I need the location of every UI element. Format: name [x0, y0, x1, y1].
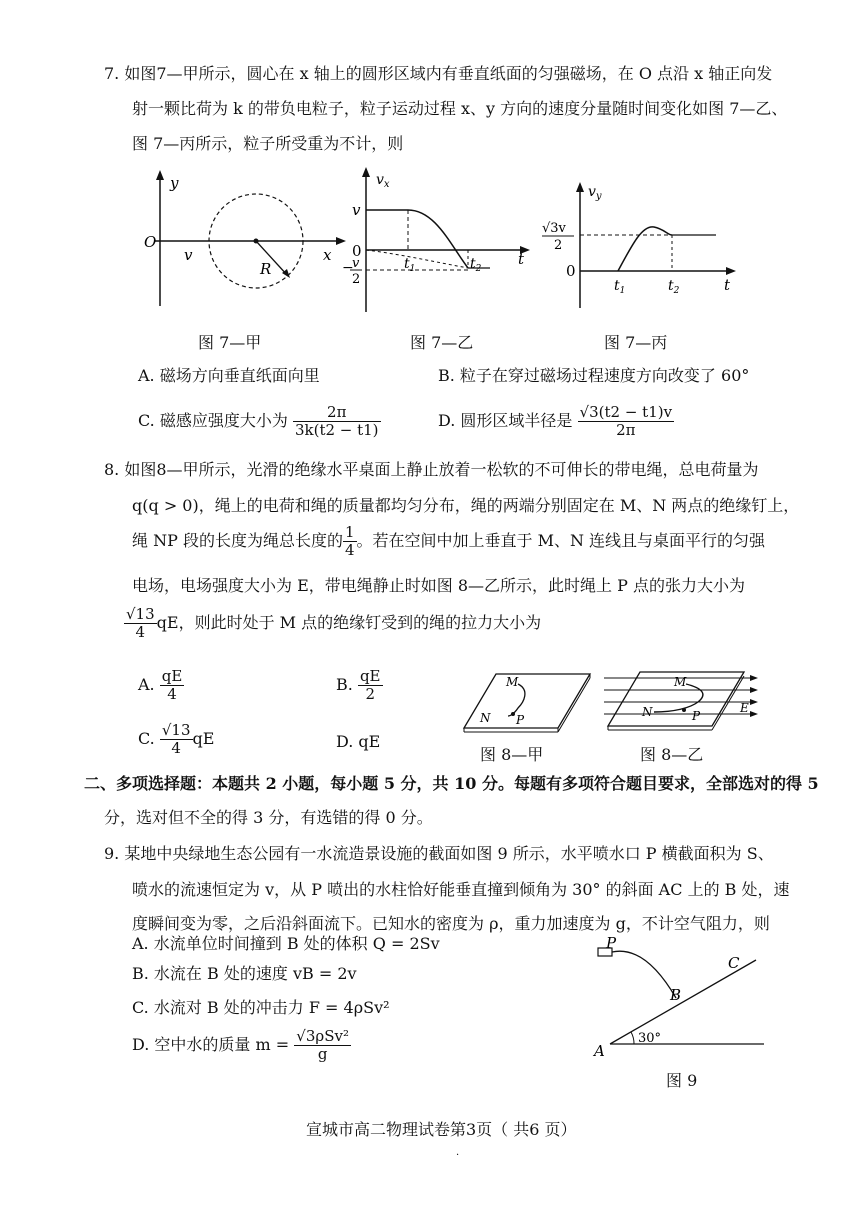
fig8jia-caption: 图 8—甲 [480, 745, 544, 764]
fig8yi-P: P [692, 709, 701, 723]
fig7yi-t: t [518, 250, 525, 268]
q7-optC: C. 磁感应强度大小为 $\frac{2\pi}{3k(t2 - t1)}$ [138, 403, 379, 439]
fig7bing-t2: $t_2$ [668, 278, 680, 296]
page-mark: · [456, 1150, 460, 1161]
q9-line2: 喷水的流速恒定为 v，从 P 喷出的水柱恰好能垂直撞到倾角为 30° 的斜面 AC 上的 B 处，速 [132, 880, 790, 899]
fig7yi-caption: 图 7—乙 [410, 333, 474, 352]
q9-optC: C. 水流对 B 处的冲击力 F = 4ρSv² [132, 998, 390, 1017]
fig7yi-t2: $t_2$ [470, 256, 482, 274]
figure-9 [592, 934, 772, 1064]
q8-optC: C. $\frac{√13}{4}$ qE [138, 721, 215, 757]
fig7yi-neg-den: 2 [352, 272, 361, 287]
fig8yi-E: E [740, 701, 749, 715]
q9-line3: 度瞬间变为零，之后沿斜面流下。已知水的密度为 ρ，重力加速度为 g，不计空气阻力，则 [132, 914, 770, 933]
fig7yi-t1: $t_1$ [404, 256, 416, 274]
fig9-caption: 图 9 [666, 1071, 698, 1090]
fig7jia-y: y [170, 174, 179, 192]
fig9-B: B [670, 986, 682, 1004]
q9-optA: A. 水流单位时间撞到 B 处的体积 Q = 2Sv [132, 934, 440, 953]
q8-line3: 绳 NP 段的长度为绳总长度的 $\frac{1}{4}$ 。若在空间中加上垂直于 M、N 连线且与桌面平行的匀强 [132, 523, 766, 559]
q8-line1: 8. 如图8—甲所示，光滑的绝缘水平桌面上静止放着一松软的不可伸长的带电绳，总电荷量为 [104, 460, 759, 479]
fig8jia-P: P [516, 713, 525, 727]
q7-optB: B. 粒子在穿过磁场过程速度方向改变了 60° [438, 366, 750, 385]
q8-line2: q(q > 0)，绳上的电荷和绳的质量都均匀分布，绳的两端分别固定在 M、N 两点的绝缘钉上， [132, 496, 800, 515]
fig7yi-v: v [352, 201, 361, 219]
fig7bing-t1: $t_1$ [614, 278, 626, 296]
fig7jia-caption: 图 7—甲 [198, 333, 262, 352]
figure-7-yi [340, 164, 540, 314]
q8-optD: D. qE [336, 732, 381, 751]
figure-8-jia [458, 668, 592, 734]
fig8yi-M: M [674, 675, 687, 689]
q7-optC-frac: $\frac{2\pi}{3k(t2 - t1)}$ [294, 403, 379, 439]
q9-optD: D. 空中水的质量 m = $\frac{\text{√3ρSv²}}{g}$ [132, 1027, 349, 1063]
q7-optD-frac: $\frac{√3(t2 - t1)v}{2\pi}$ [579, 403, 673, 439]
q9-optB: B. 水流在 B 处的速度 vB = 2v [132, 964, 357, 983]
fig7jia-O: O [144, 233, 157, 251]
fig7bing-den: 2 [554, 238, 563, 253]
fig7bing-caption: 图 7—丙 [604, 333, 668, 352]
fig7yi-vx: $v_x$ [376, 172, 390, 190]
page-footer: 宣城市高二物理试卷第3页（ 共6 页） [306, 1120, 577, 1139]
fig9-A: A [594, 1042, 605, 1060]
figure-7-jia [140, 168, 350, 308]
fig7jia-v: v [184, 246, 193, 264]
fig9-angle: 30° [638, 1031, 662, 1046]
fig9-P: P [606, 934, 617, 952]
fig7bing-zero: 0 [566, 262, 576, 280]
q8-optA: A. $\frac{qE}{4}$ [138, 667, 183, 703]
q7-line1: 7. 如图7—甲所示，圆心在 x 轴上的圆形区域内有垂直纸面的匀强磁场，在 O 点沿 x 轴正向发 [104, 64, 773, 83]
q7-line2: 射一颗比荷为 k 的带负电粒子，粒子运动过程 x、y 方向的速度分量随时间变化如图 7—乙、 [132, 99, 788, 118]
q8-optB: B. $\frac{qE}{2}$ [336, 667, 381, 703]
figure-8-yi [604, 664, 764, 736]
fig7yi-zero: 0 [352, 242, 362, 260]
fig7jia-R: R [260, 260, 272, 278]
fig8jia-N: N [480, 711, 491, 725]
section2-line1: 二、多项选择题：本题共 2 小题，每小题 5 分，共 10 分。每题有多项符合题目要求，全部选对的得 5 [84, 774, 819, 793]
q7-optA: A. 磁场方向垂直纸面向里 [138, 366, 320, 385]
fig8yi-caption: 图 8—乙 [640, 745, 704, 764]
q8-line4: 电场，电场强度大小为 E，带电绳静止时如图 8—乙所示，此时绳上 P 点的张力大小为 [132, 576, 745, 595]
q7-line3: 图 7—丙所示，粒子所受重为不计，则 [132, 134, 404, 153]
q9-line1: 9. 某地中央绿地生态公园有一水流造景设施的截面如图 9 所示，水平喷水口 P 横截面积为 S、 [104, 844, 774, 863]
fig7yi-minus: − [342, 260, 354, 276]
fig7bing-num: √3v [542, 221, 566, 236]
fig8jia-M: M [506, 675, 519, 689]
q8-line5: $\frac{√13}{4}$ qE，则此时处于 M 点的绝缘钉受到的绳的拉力大小为 [126, 605, 542, 641]
fig7jia-x: x [323, 246, 332, 264]
q7-optD: D. 圆形区域半径是 $\frac{√3(t2 - t1)v}{2\pi}$ [438, 403, 673, 439]
fig8yi-N: N [642, 705, 653, 719]
fig7yi-neg-num: v [352, 256, 360, 271]
fig7bing-vy: $v_y$ [588, 184, 602, 202]
figure-7-bing [536, 180, 746, 310]
fig7bing-t: t [724, 276, 731, 294]
section2-line2: 分，选对但不全的得 3 分，有选错的得 0 分。 [104, 808, 433, 827]
fig9-C: C [728, 954, 740, 972]
